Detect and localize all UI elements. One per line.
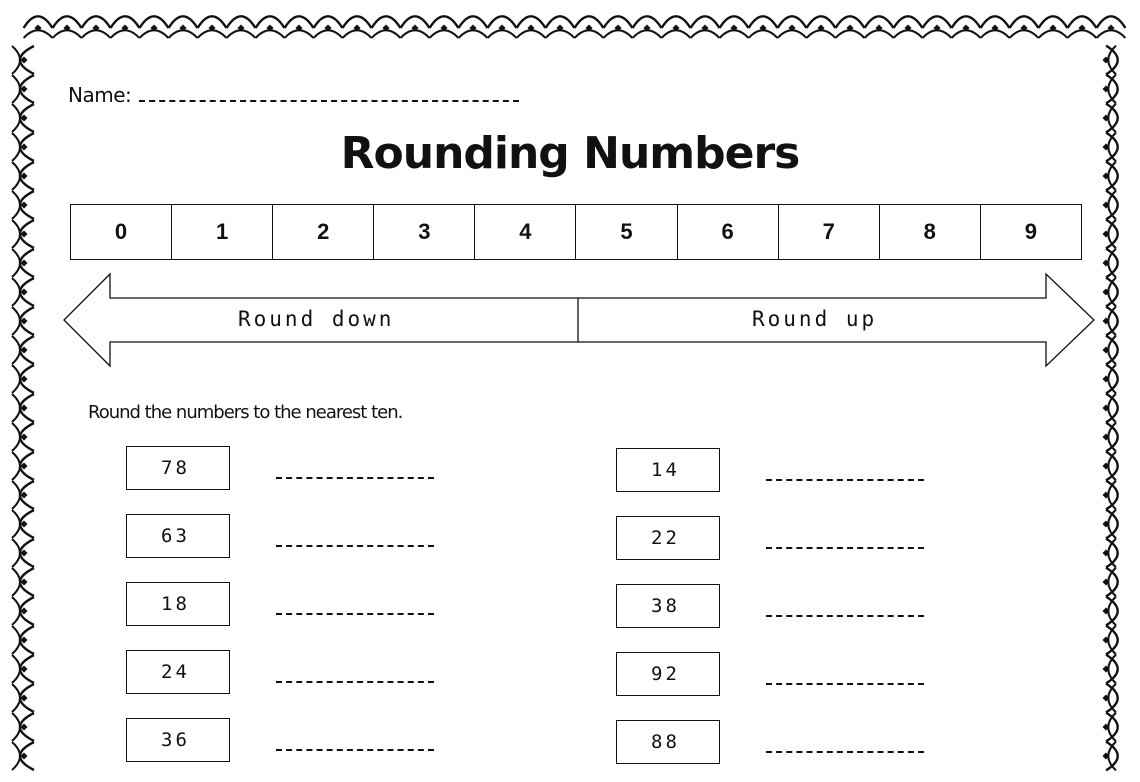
digit-cell: 6 [678, 205, 779, 259]
problem-row [616, 516, 924, 560]
name-label: Name: [68, 83, 132, 107]
page-title: Rounding Numbers [340, 128, 800, 179]
instruction-text: Round the numbers to the nearest ten. [88, 402, 403, 423]
problem-row [616, 584, 924, 628]
number-box: 22 [616, 516, 720, 560]
answer-blank-line[interactable] [766, 663, 924, 685]
answer-blank-line[interactable] [276, 593, 434, 615]
digit-cell: 3 [374, 205, 475, 259]
number-box: 18 [126, 582, 230, 626]
digit-cell: 2 [273, 205, 374, 259]
number-box: 92 [616, 652, 720, 696]
problem-row [616, 652, 924, 696]
digit-cell: 8 [880, 205, 981, 259]
name-blank-line[interactable] [139, 82, 519, 102]
answer-blank-line[interactable] [766, 595, 924, 617]
number-box: 14 [616, 448, 720, 492]
digit-cell: 4 [475, 205, 576, 259]
problem-row [126, 718, 434, 762]
round-down-label: Round down [238, 307, 395, 331]
problem-row [126, 582, 434, 626]
answer-blank-line[interactable] [276, 457, 434, 479]
answer-blank-line[interactable] [766, 459, 924, 481]
double-arrow-icon [60, 270, 1100, 370]
number-box: 88 [616, 720, 720, 764]
name-field [68, 82, 519, 107]
problem-row [126, 446, 434, 490]
digit-cell: 5 [576, 205, 677, 259]
digit-cell: 1 [172, 205, 273, 259]
digit-cell: 9 [1024, 219, 1038, 244]
number-box: 78 [126, 446, 230, 490]
answer-blank-line[interactable] [276, 525, 434, 547]
number-box: 36 [126, 718, 230, 762]
problem-row [616, 720, 924, 764]
answer-blank-line[interactable] [766, 731, 924, 753]
problem-row [126, 650, 434, 694]
number-box: 38 [616, 584, 720, 628]
problem-row [616, 448, 924, 492]
round-up-label: Round up [752, 307, 878, 331]
answer-blank-line[interactable] [276, 729, 434, 751]
number-box: 63 [126, 514, 230, 558]
answer-blank-line[interactable] [766, 527, 924, 549]
answer-blank-line[interactable] [276, 661, 434, 683]
digit-cell: 7 [779, 205, 880, 259]
number-box: 24 [126, 650, 230, 694]
digit-strip [70, 204, 1082, 260]
problem-row [126, 514, 434, 558]
digit-cell: 0 [71, 205, 172, 259]
